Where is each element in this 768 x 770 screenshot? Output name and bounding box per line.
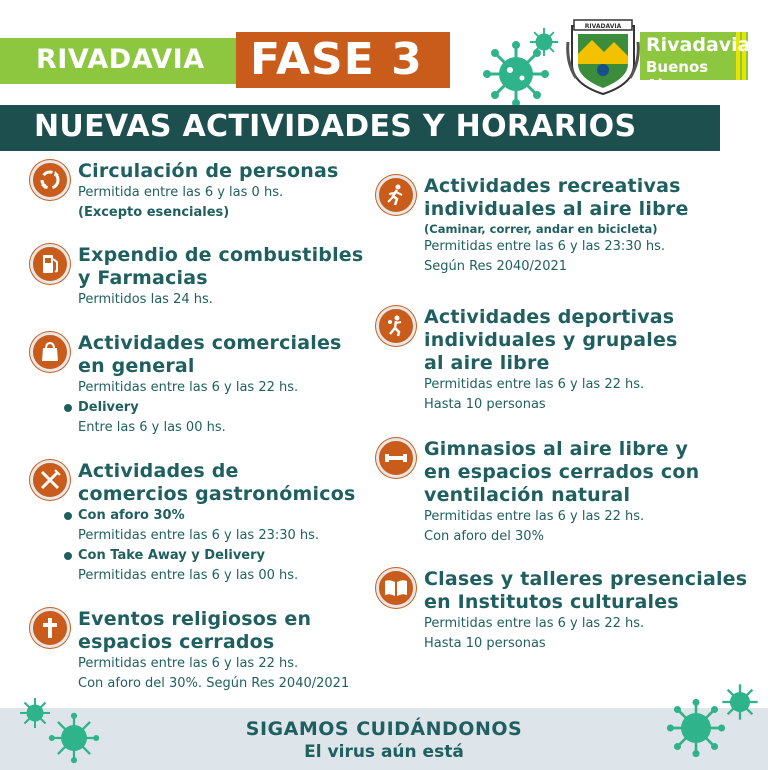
item-heading: Clases y talleres presenciales <box>424 568 748 590</box>
item-heading: Actividades recreativas <box>424 175 681 197</box>
phase-label: FASE 3 <box>250 34 423 85</box>
runner-icon <box>376 175 416 215</box>
footer-slogan: SIGAMOS CUIDÁNDONOS <box>245 718 523 740</box>
item-heading: Actividades comerciales <box>78 332 342 354</box>
footer-subtitle: El virus aún está <box>304 742 464 762</box>
municipal-shield-logo <box>566 12 640 96</box>
virus-icon <box>666 698 726 758</box>
bullet-dot <box>64 512 72 520</box>
fuel-pump-icon <box>30 244 70 284</box>
item-heading: Expendio de combustibles <box>78 244 364 266</box>
bullet-dot <box>64 552 72 560</box>
brand-province: Buenos Aires <box>646 58 709 94</box>
town-banner <box>0 38 240 84</box>
dumbbell-icon <box>376 438 416 478</box>
fork-knife-icon <box>30 460 70 500</box>
title-bar <box>0 105 720 151</box>
page-title: NUEVAS ACTIVIDADES Y HORARIOS <box>34 109 637 144</box>
town-name: RIVADAVIA <box>36 44 205 75</box>
open-book-icon <box>376 568 416 608</box>
virus-icon <box>528 26 560 58</box>
brand-box <box>640 32 751 94</box>
shopping-bag-icon <box>30 332 70 372</box>
logo-text: RIVADAVIA <box>584 23 622 30</box>
circulation-arrows-icon <box>30 160 70 200</box>
virus-icon <box>48 712 100 764</box>
virus-icon <box>720 682 760 722</box>
virus-icon <box>18 696 52 730</box>
item-heading: Eventos religiosos en <box>78 608 312 630</box>
item-heading: Actividades de <box>78 460 239 482</box>
phase-banner <box>236 32 450 88</box>
footer-banner <box>0 708 768 770</box>
item-heading: Actividades deportivas <box>424 306 675 328</box>
cross-icon <box>30 608 70 648</box>
item-heading: Gimnasios al aire libre y <box>424 438 689 460</box>
athlete-icon <box>376 306 416 346</box>
brand-name: Rivadavia <box>646 34 751 56</box>
item-heading: Circulación de personas <box>78 160 339 182</box>
bullet-dot <box>64 404 72 412</box>
